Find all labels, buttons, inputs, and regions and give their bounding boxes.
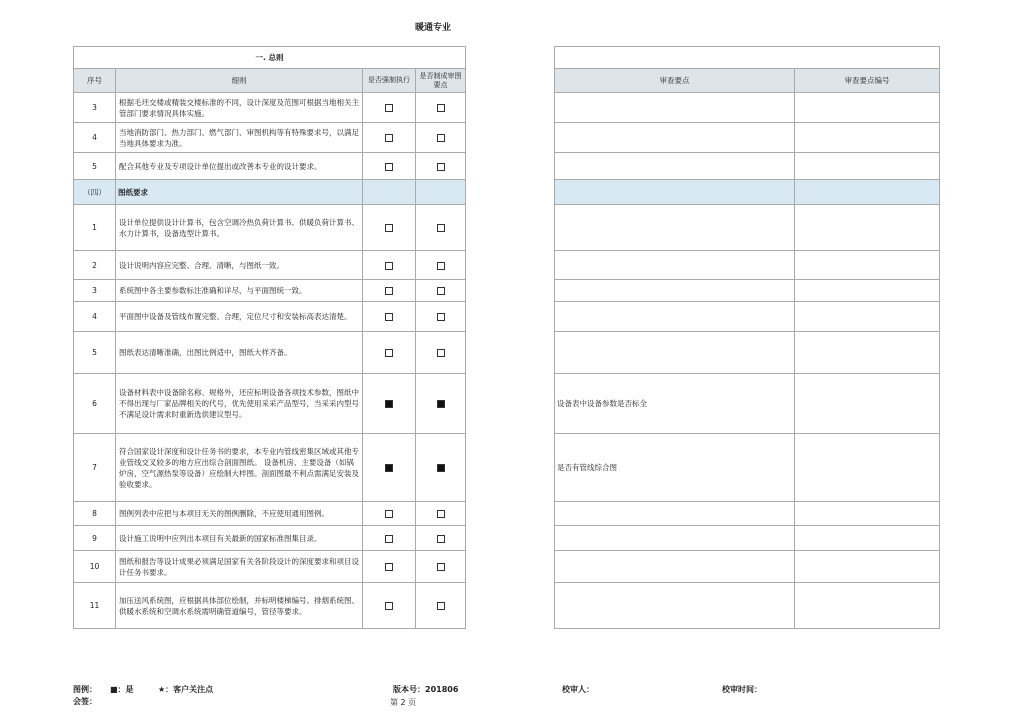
row-seq: 6 bbox=[74, 374, 116, 434]
row-seq: 4 bbox=[74, 123, 116, 153]
review-point-checkbox[interactable] bbox=[437, 287, 445, 295]
table-row bbox=[74, 123, 466, 153]
legend-focus: ★：客户关注点 bbox=[158, 685, 214, 694]
table-row bbox=[74, 153, 466, 180]
group-name: 图纸要求 bbox=[116, 180, 363, 205]
row-seq: 9 bbox=[74, 526, 116, 551]
review-point-checkbox[interactable] bbox=[437, 535, 445, 543]
audit-point-cell bbox=[555, 583, 795, 629]
row-detail: 图纸表达清晰准确，出图比例适中，图纸大样齐备。 bbox=[116, 332, 363, 374]
reviewer-label: 校审人： bbox=[562, 685, 594, 694]
header-detail: 细则 bbox=[116, 69, 363, 93]
mandatory-checkbox-checked[interactable] bbox=[385, 400, 393, 408]
row-seq: 2 bbox=[74, 251, 116, 280]
row-detail: 设备材料表中设备除名称、规格外，还应标明设备各项技术参数，图纸中不得出现与厂家品牌相关的代号，优先使用采采产品型号，当采采内型号不满足设计需求时重新选供建议型号。 bbox=[116, 374, 363, 434]
row-detail: 图纸和报告等设计成果必须满足国家有关各阶段设计的深度要求和项目设计任务书要求。 bbox=[116, 551, 363, 583]
table-row bbox=[74, 332, 466, 374]
mandatory-checkbox[interactable] bbox=[385, 104, 393, 112]
row-detail: 设计说明内容应完整、合理、清晰，与图纸一致。 bbox=[116, 251, 363, 280]
review-table bbox=[73, 46, 466, 629]
audit-point-cell: 设备表中设备参数是否标全 bbox=[555, 374, 795, 434]
review-point-checkbox[interactable] bbox=[437, 349, 445, 357]
section-title: 一. 总则 bbox=[74, 47, 466, 69]
review-time-label: 校审时间： bbox=[722, 685, 762, 694]
review-point-checkbox[interactable] bbox=[437, 262, 445, 270]
audit-point-cell bbox=[555, 302, 795, 332]
audit-table bbox=[554, 46, 940, 629]
row-seq: 3 bbox=[74, 93, 116, 123]
row-detail: 设计单位提供设计计算书，包含空调冷热负荷计算书、供暖负荷计算书、水力计算书，设备选型计算书。 bbox=[116, 205, 363, 251]
review-point-checkbox[interactable] bbox=[437, 313, 445, 321]
mandatory-checkbox[interactable] bbox=[385, 287, 393, 295]
review-point-checkbox[interactable] bbox=[437, 510, 445, 518]
legend-label: 图例： bbox=[73, 685, 97, 694]
header-review-point: 是否制成审图要点 bbox=[416, 69, 466, 93]
row-detail: 符合国家设计深度和设计任务书的要求，本专业内管线密集区域或其他专业管线交叉较多的地方应出综合剖面图纸。 设备机房、主要设备（如锅炉房，空气源热泵等设备）应绘制大样图。剖面图最不利点需满足安装及验收要求。 bbox=[116, 434, 363, 502]
audit-point-cell bbox=[555, 551, 795, 583]
row-detail: 设计施工说明中应列出本项目有关最新的国家标准图集目录。 bbox=[116, 526, 363, 551]
row-seq: 1 bbox=[74, 205, 116, 251]
audit-point-cell bbox=[555, 502, 795, 526]
row-seq: 11 bbox=[74, 583, 116, 629]
version-number: 版本号：201806 bbox=[393, 685, 459, 694]
table-row bbox=[74, 251, 466, 280]
table-row bbox=[74, 205, 466, 251]
audit-point-cell bbox=[555, 526, 795, 551]
mandatory-checkbox[interactable] bbox=[385, 510, 393, 518]
group-seq: （四） bbox=[74, 180, 116, 205]
table-row bbox=[74, 583, 466, 629]
table-row bbox=[74, 502, 466, 526]
review-point-checkbox[interactable] bbox=[437, 563, 445, 571]
review-point-checkbox[interactable] bbox=[437, 134, 445, 142]
table-row bbox=[74, 93, 466, 123]
table-row bbox=[74, 280, 466, 302]
row-detail: 根据毛坯交楼或精装交楼标准的不同，设计深度及范围可根据当地相关主管部门要求情况具体实施。 bbox=[116, 93, 363, 123]
group-row bbox=[74, 180, 466, 205]
row-seq: 5 bbox=[74, 153, 116, 180]
sign-label: 会签： bbox=[73, 697, 97, 706]
row-seq: 4 bbox=[74, 302, 116, 332]
row-detail: 当地消防部门、热力部门、燃气部门、审图机构等有特殊要求号，以满足当地具体要求为准。 bbox=[116, 123, 363, 153]
table-row bbox=[74, 526, 466, 551]
mandatory-checkbox[interactable] bbox=[385, 224, 393, 232]
mandatory-checkbox[interactable] bbox=[385, 563, 393, 571]
legend-yes: ■：是 bbox=[110, 685, 134, 694]
mandatory-checkbox[interactable] bbox=[385, 535, 393, 543]
mandatory-checkbox-checked[interactable] bbox=[385, 464, 393, 472]
row-detail: 加压送风系统图，应根据具体部位绘制，并标明楼梯编号。排烟系统图、供暖水系统和空调水系统需明确管道编号，管径等要求。 bbox=[116, 583, 363, 629]
review-point-checkbox[interactable] bbox=[437, 224, 445, 232]
row-seq: 3 bbox=[74, 280, 116, 302]
row-seq: 8 bbox=[74, 502, 116, 526]
audit-point-cell bbox=[555, 332, 795, 374]
mandatory-checkbox[interactable] bbox=[385, 163, 393, 171]
audit-point-cell bbox=[555, 205, 795, 251]
document-title: 暖通专业 bbox=[414, 23, 451, 33]
page-number: 第 2 页 bbox=[390, 698, 417, 707]
table-row bbox=[74, 374, 466, 434]
row-detail: 配合其他专业及专项设计单位提出或改善本专业的设计要求。 bbox=[116, 153, 363, 180]
audit-point-cell bbox=[555, 280, 795, 302]
table-row bbox=[74, 302, 466, 332]
mandatory-checkbox[interactable] bbox=[385, 262, 393, 270]
mandatory-checkbox[interactable] bbox=[385, 349, 393, 357]
header-mandatory: 是否强制执行 bbox=[363, 69, 416, 93]
header-audit-point: 审查要点 bbox=[555, 69, 795, 93]
audit-point-cell: 是否有管线综合图 bbox=[555, 434, 795, 502]
row-detail: 平面图中设备及管线布置完整、合理，定位尺寸和安装标高表达清楚。 bbox=[116, 302, 363, 332]
mandatory-checkbox[interactable] bbox=[385, 134, 393, 142]
table-row bbox=[74, 551, 466, 583]
row-seq: 10 bbox=[74, 551, 116, 583]
header-seq: 序号 bbox=[74, 69, 116, 93]
review-point-checkbox[interactable] bbox=[437, 602, 445, 610]
mandatory-checkbox[interactable] bbox=[385, 602, 393, 610]
review-point-checkbox[interactable] bbox=[437, 104, 445, 112]
header-audit-number: 审查要点编号 bbox=[795, 69, 940, 93]
review-point-checkbox-checked[interactable] bbox=[437, 400, 445, 408]
review-point-checkbox[interactable] bbox=[437, 163, 445, 171]
row-seq: 7 bbox=[74, 434, 116, 502]
review-point-checkbox-checked[interactable] bbox=[437, 464, 445, 472]
row-detail: 图例列表中应把与本项目无关的图例删除，不应使用通用图例。 bbox=[116, 502, 363, 526]
row-detail: 系统图中各主要参数标注准确和详尽，与平面图统一致。 bbox=[116, 280, 363, 302]
mandatory-checkbox[interactable] bbox=[385, 313, 393, 321]
audit-point-cell bbox=[555, 251, 795, 280]
row-seq: 5 bbox=[74, 332, 116, 374]
table-row bbox=[74, 434, 466, 502]
